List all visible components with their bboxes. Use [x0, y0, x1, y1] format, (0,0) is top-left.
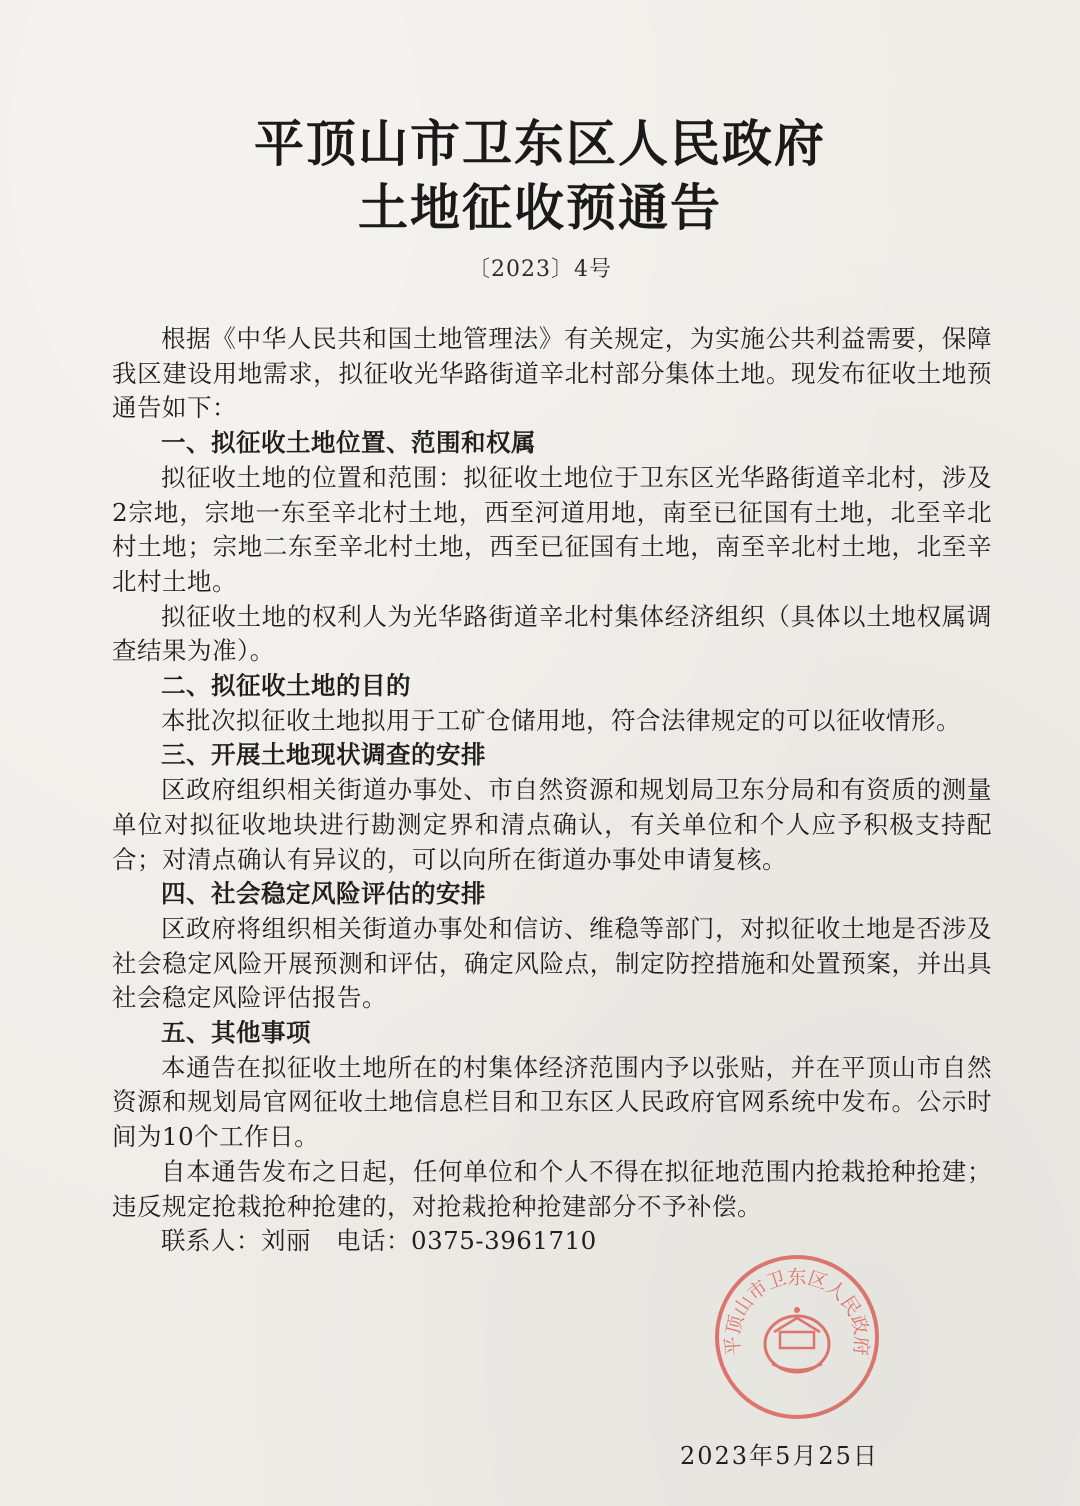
section-1-paragraph-1: 拟征收土地的位置和范围：拟征收土地位于卫东区光华路街道辛北村，涉及2宗地，宗地一东至辛北村土地，西至河道用地，南至已征国有土地，北至辛北村土地；宗地二东至辛北村土地，西至已征国有土地，南至辛北村土地，北至辛北村土地。: [112, 462, 992, 596]
section-5-paragraph-2: 自本通告发布之日起，任何单位和个人不得在拟征地范围内抢栽抢种抢建；违反规定抢栽抢种抢建的，对抢栽抢种抢建部分不予补偿。: [112, 1156, 992, 1221]
seal-emblem-icon: [765, 1307, 829, 1372]
section-5-paragraph-1: 本通告在拟征收土地所在的村集体经济范围内予以张贴，并在平顶山市自然资源和规划局官网征收土地信息栏目和卫东区人民政府官网系统中发布。公示时间为10个工作日。: [112, 1052, 992, 1152]
document-title-line2: 土地征收预通告: [358, 178, 722, 237]
seal-text: 平顶山市卫东区人民政府: [721, 1266, 873, 1357]
section-3-paragraph-1: 区政府组织相关街道办事处、市自然资源和规划局卫东分局和有资质的测量单位对拟征收地块进行勘测定界和清点确认，有关单位和个人应予积极支持配合；对清点确认有异议的，可以向所在街道办事处申请复核。: [112, 775, 992, 874]
document-number: 〔2023〕4号: [468, 257, 612, 282]
section-heading-2: 二、拟征收土地的目的: [161, 671, 411, 701]
section-heading-1: 一、拟征收土地位置、范围和权属: [161, 428, 536, 458]
section-1-paragraph-2: 拟征收土地的权利人为光华路街道辛北村集体经济组织（具体以土地权属调查结果为准）。: [112, 601, 992, 666]
contact-line: 联系人：刘丽 电话：0375-3961710: [161, 1226, 597, 1256]
section-4-paragraph-1: 区政府将组织相关街道办事处和信访、维稳等部门，对拟征收土地是否涉及社会稳定风险开展预测和评估，确定风险点，制定防控措施和处置预案，并出具社会稳定风险评估报告。: [112, 913, 992, 1013]
document-body: [112, 322, 992, 1259]
section-heading-4: 四、社会稳定风险评估的安排: [161, 879, 486, 909]
intro-paragraph: 根据《中华人民共和国土地管理法》有关规定，为实施公共利益需要，保障我区建设用地需求，拟征收光华路街道辛北村部分集体土地。现发布征收土地预通告如下：: [112, 324, 992, 423]
document-title-line1: 平顶山市卫东区人民政府: [254, 114, 826, 173]
section-heading-3: 三、开展土地现状调查的安排: [161, 740, 486, 770]
official-seal: [712, 1252, 882, 1422]
section-heading-5: 五、其他事项: [161, 1018, 311, 1048]
section-2-paragraph-1: 本批次拟征收土地拟用于工矿仓储用地，符合法律规定的可以征收情形。: [161, 705, 961, 735]
document-date: 2023年5月25日: [680, 1442, 879, 1470]
